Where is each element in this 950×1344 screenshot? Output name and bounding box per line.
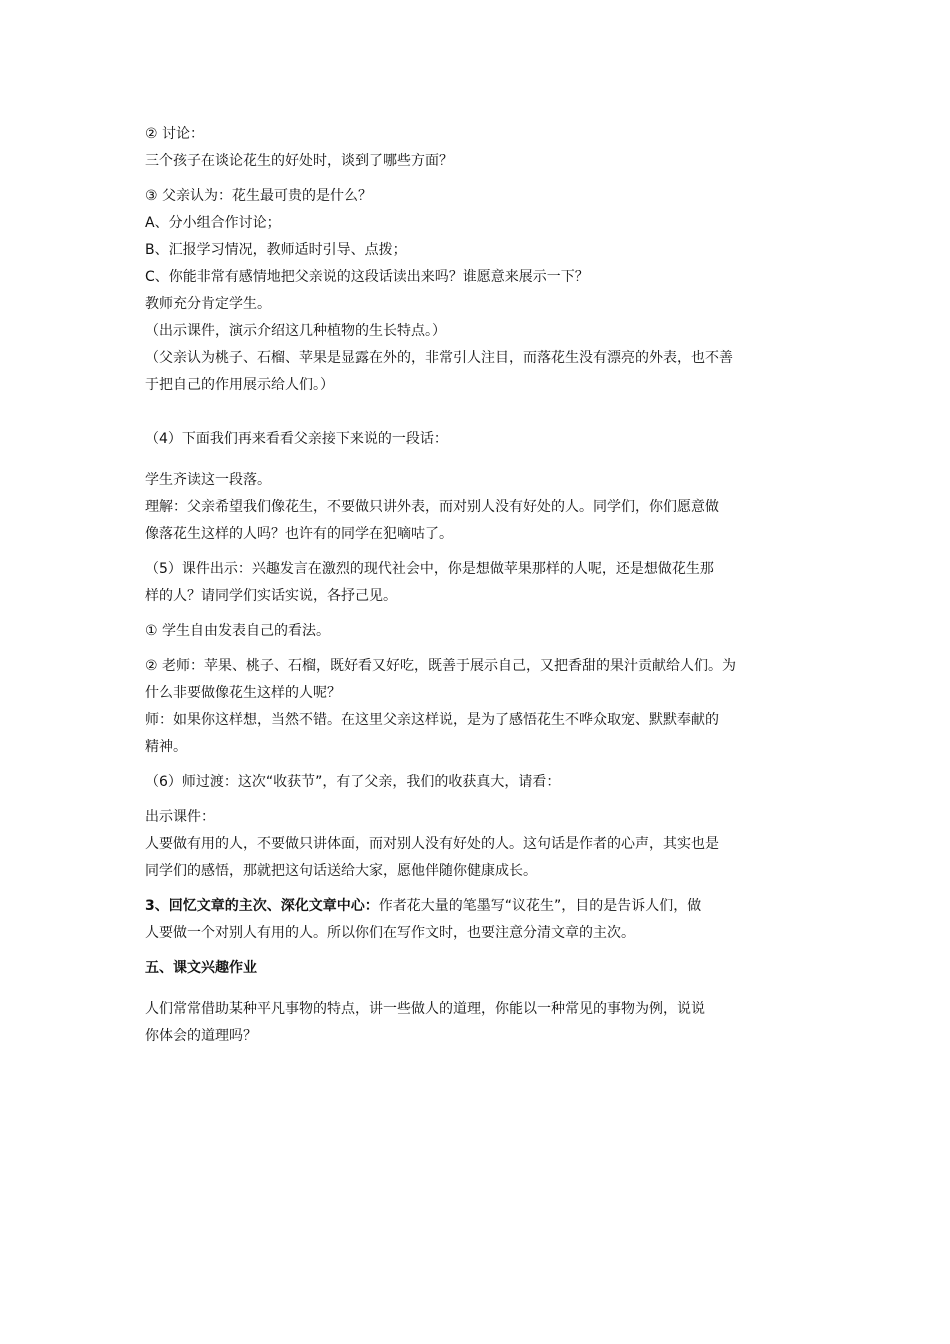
review-paragraph-line-1	[145, 893, 810, 920]
father-view-line-2: 于把自己的作用展示给人们。）	[145, 377, 334, 393]
teacher-answer-line-2: 精神。	[145, 739, 187, 755]
section-5-line-1: （5）课件出示：兴趣发言在激烈的现代社会中，你是想做苹果那样的人呢，还是想做花生那	[145, 561, 714, 577]
review-paragraph-line-2: 人要做一个对别人有用的人。所以你们在写作文时，也要注意分清文章的主次。	[145, 925, 635, 941]
section-6-transition: （6）师过渡：这次“收获节”，有了父亲，我们的收获真大，请看：	[145, 774, 561, 790]
students-speak: ① 学生自由发表自己的看法。	[145, 623, 331, 639]
homework-text-line-2: 你体会的道理吗？	[145, 1028, 257, 1044]
useful-person-line-2: 同学们的感悟，那就把这句话送给大家，愿他伴随你健康成长。	[145, 863, 537, 879]
step-c: C、你能非常有感情地把父亲说的这段话读出来吗？谁愿意来展示一下？	[145, 269, 589, 285]
section-4-intro: （4）下面我们再来看看父亲接下来说的一段话：	[145, 431, 448, 447]
discussion-question: 三个孩子在谈论花生的好处时，谈到了哪些方面？	[145, 153, 453, 169]
teacher-question-line-1: ② 老师：苹果、桃子、石榴，既好看又好吃，既善于展示自己，又把香甜的果汁贡献给人们。为	[145, 658, 736, 674]
teacher-question-line-2: 什么非要做像花生这样的人呢？	[145, 685, 341, 701]
useful-person-line-1: 人要做有用的人，不要做只讲体面，而对别人没有好处的人。这句话是作者的心声，其实也是	[145, 836, 719, 852]
teacher-answer-line-1: 师：如果你这样想，当然不错。在这里父亲这样说，是为了感悟花生不哗众取宠、默默奉献的	[145, 712, 719, 728]
father-question: ③ 父亲认为：花生最可贵的是什么？	[145, 188, 373, 204]
students-read: 学生齐读这一段落。	[145, 472, 271, 488]
understanding-line-1: 理解：父亲希望我们像花生，不要做只讲外表，而对别人没有好处的人。同学们，你们愿意做	[145, 499, 719, 515]
review-text: 作者花大量的笔墨写“议花生”，目的是告诉人们，做	[378, 898, 702, 914]
document-page	[145, 121, 810, 1050]
understanding-line-2: 像落花生这样的人吗？也许有的同学在犯嘀咕了。	[145, 526, 453, 542]
homework-text-line-1: 人们常常借助某种平凡事物的特点，讲一些做人的道理，你能以一种常见的事物为例，说说	[145, 1001, 705, 1017]
section-5-line-2: 样的人？请同学们实话实说，各抒己见。	[145, 588, 397, 604]
homework-heading: 五、课文兴趣作业	[145, 960, 257, 976]
discussion-heading: ② 讨论：	[145, 126, 205, 142]
step-b: B、汇报学习情况，教师适时引导、点拨；	[145, 242, 407, 258]
step-a: A、分小组合作讨论；	[145, 215, 281, 231]
review-heading: 3、回忆文章的主次、深化文章中心：	[145, 898, 379, 914]
father-view-line-1: （父亲认为桃子、石榴、苹果是显露在外的，非常引人注目，而落花生没有漂亮的外表，也不善	[145, 350, 733, 366]
courseware-note: （出示课件，演示介绍这几种植物的生长特点。）	[145, 323, 446, 339]
teacher-affirm: 教师充分肯定学生。	[145, 296, 271, 312]
show-courseware: 出示课件：	[145, 809, 215, 825]
